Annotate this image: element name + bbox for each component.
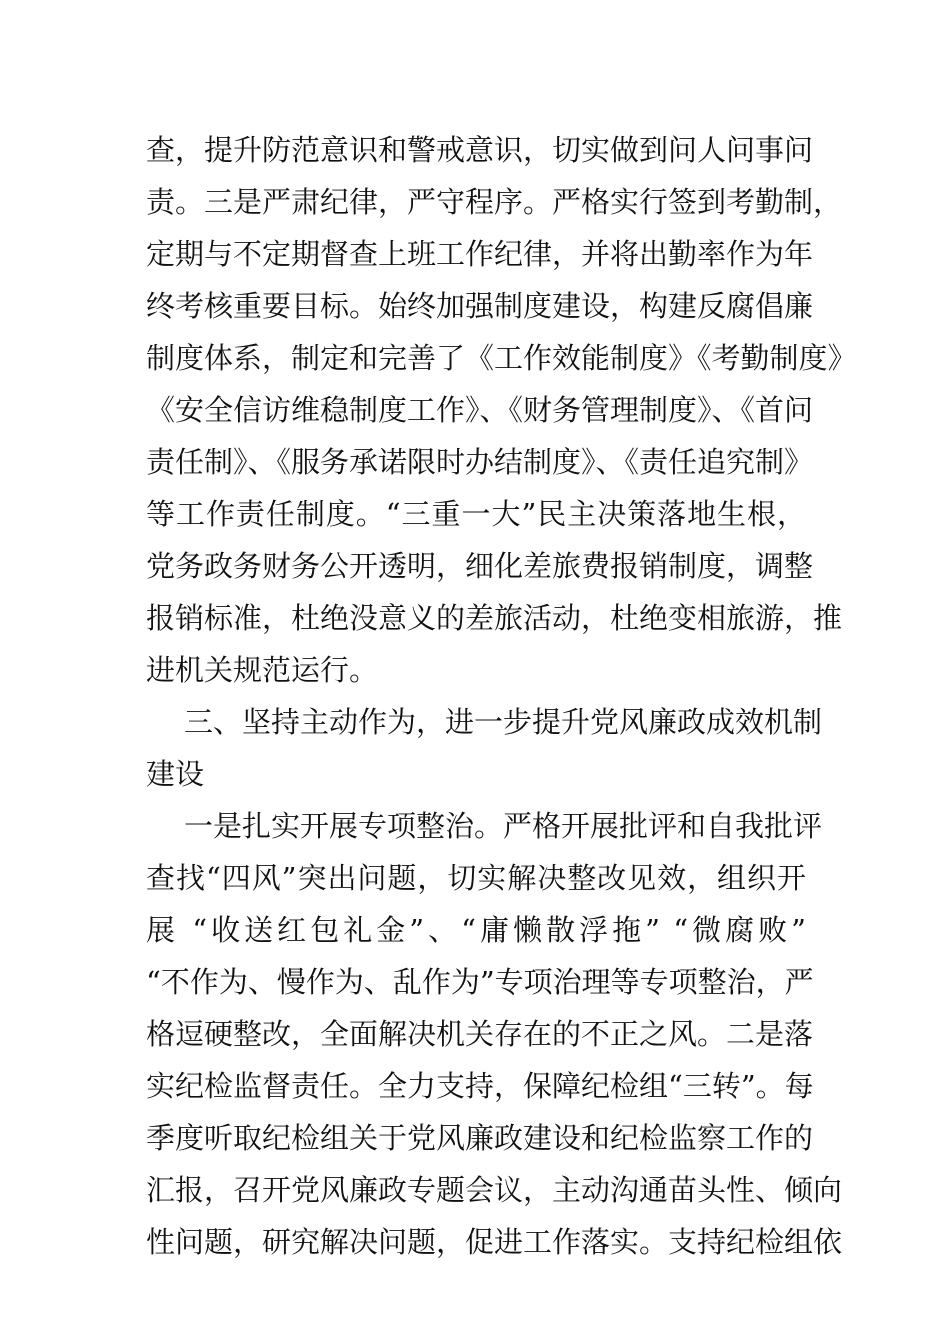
text-line: 一是扎实开展专项整治。严格开展批评和自我批评 (184, 809, 823, 843)
text-line: 性问题，研究解决问题，促进工作落实。支持纪检组依 (146, 1225, 843, 1259)
text-line: 查找“四风”突出问题，切实解决整改见效，组织开 (146, 861, 806, 895)
text-line: 展 “收送红包礼金”、“庸懒散浮拖” “微腐败” (146, 913, 806, 947)
text-line: 格逗硬整改，全面解决机关存在的不正之风。二是落 (146, 1017, 814, 1051)
text-line: 责。三是严肃纪律，严守程序。严格实行签到考勤制， (146, 185, 843, 219)
section-heading-continued: 建设 (146, 757, 205, 791)
text-line: 等工作责任制度。“三重一大”民主决策落地生根， (146, 497, 806, 531)
text-line: 季度听取纪检组关于党风廉政建设和纪检监察工作的 (146, 1121, 814, 1155)
text-line: 进机关规范运行。 (146, 653, 379, 687)
text-line: 终考核重要目标。始终加强制度建设，构建反腐倡廉 (146, 289, 814, 323)
text-line: 报销标准，杜绝没意义的差旅活动，杜绝变相旅游，推 (146, 601, 843, 635)
text-line: 党务政务财务公开透明，细化差旅费报销制度，调整 (146, 549, 814, 583)
text-line: “不作为、慢作为、乱作为”专项治理等专项整治，严 (146, 965, 814, 999)
text-line: 查，提升防范意识和警戒意识，切实做到问人问事问 (146, 133, 814, 167)
section-heading: 三、坚持主动作为，进一步提升党风廉政成效机制 (184, 705, 823, 739)
text-line: 实纪检监督责任。全力支持，保障纪检组“三转”。每 (146, 1069, 814, 1103)
text-line: 定期与不定期督查上班工作纪律，并将出勤率作为年 (146, 237, 814, 271)
text-line: 制度体系，制定和完善了《工作效能制度》《考勤制度》 (146, 341, 857, 375)
text-line: 责任制》、《服务承诺限时办结制度》、《责任追究制》 (146, 445, 814, 479)
text-line: 《安全信访维稳制度工作》、《财务管理制度》、《首问 (146, 393, 814, 427)
text-line: 汇报，召开党风廉政专题会议，主动沟通苗头性、倾向 (146, 1173, 843, 1207)
